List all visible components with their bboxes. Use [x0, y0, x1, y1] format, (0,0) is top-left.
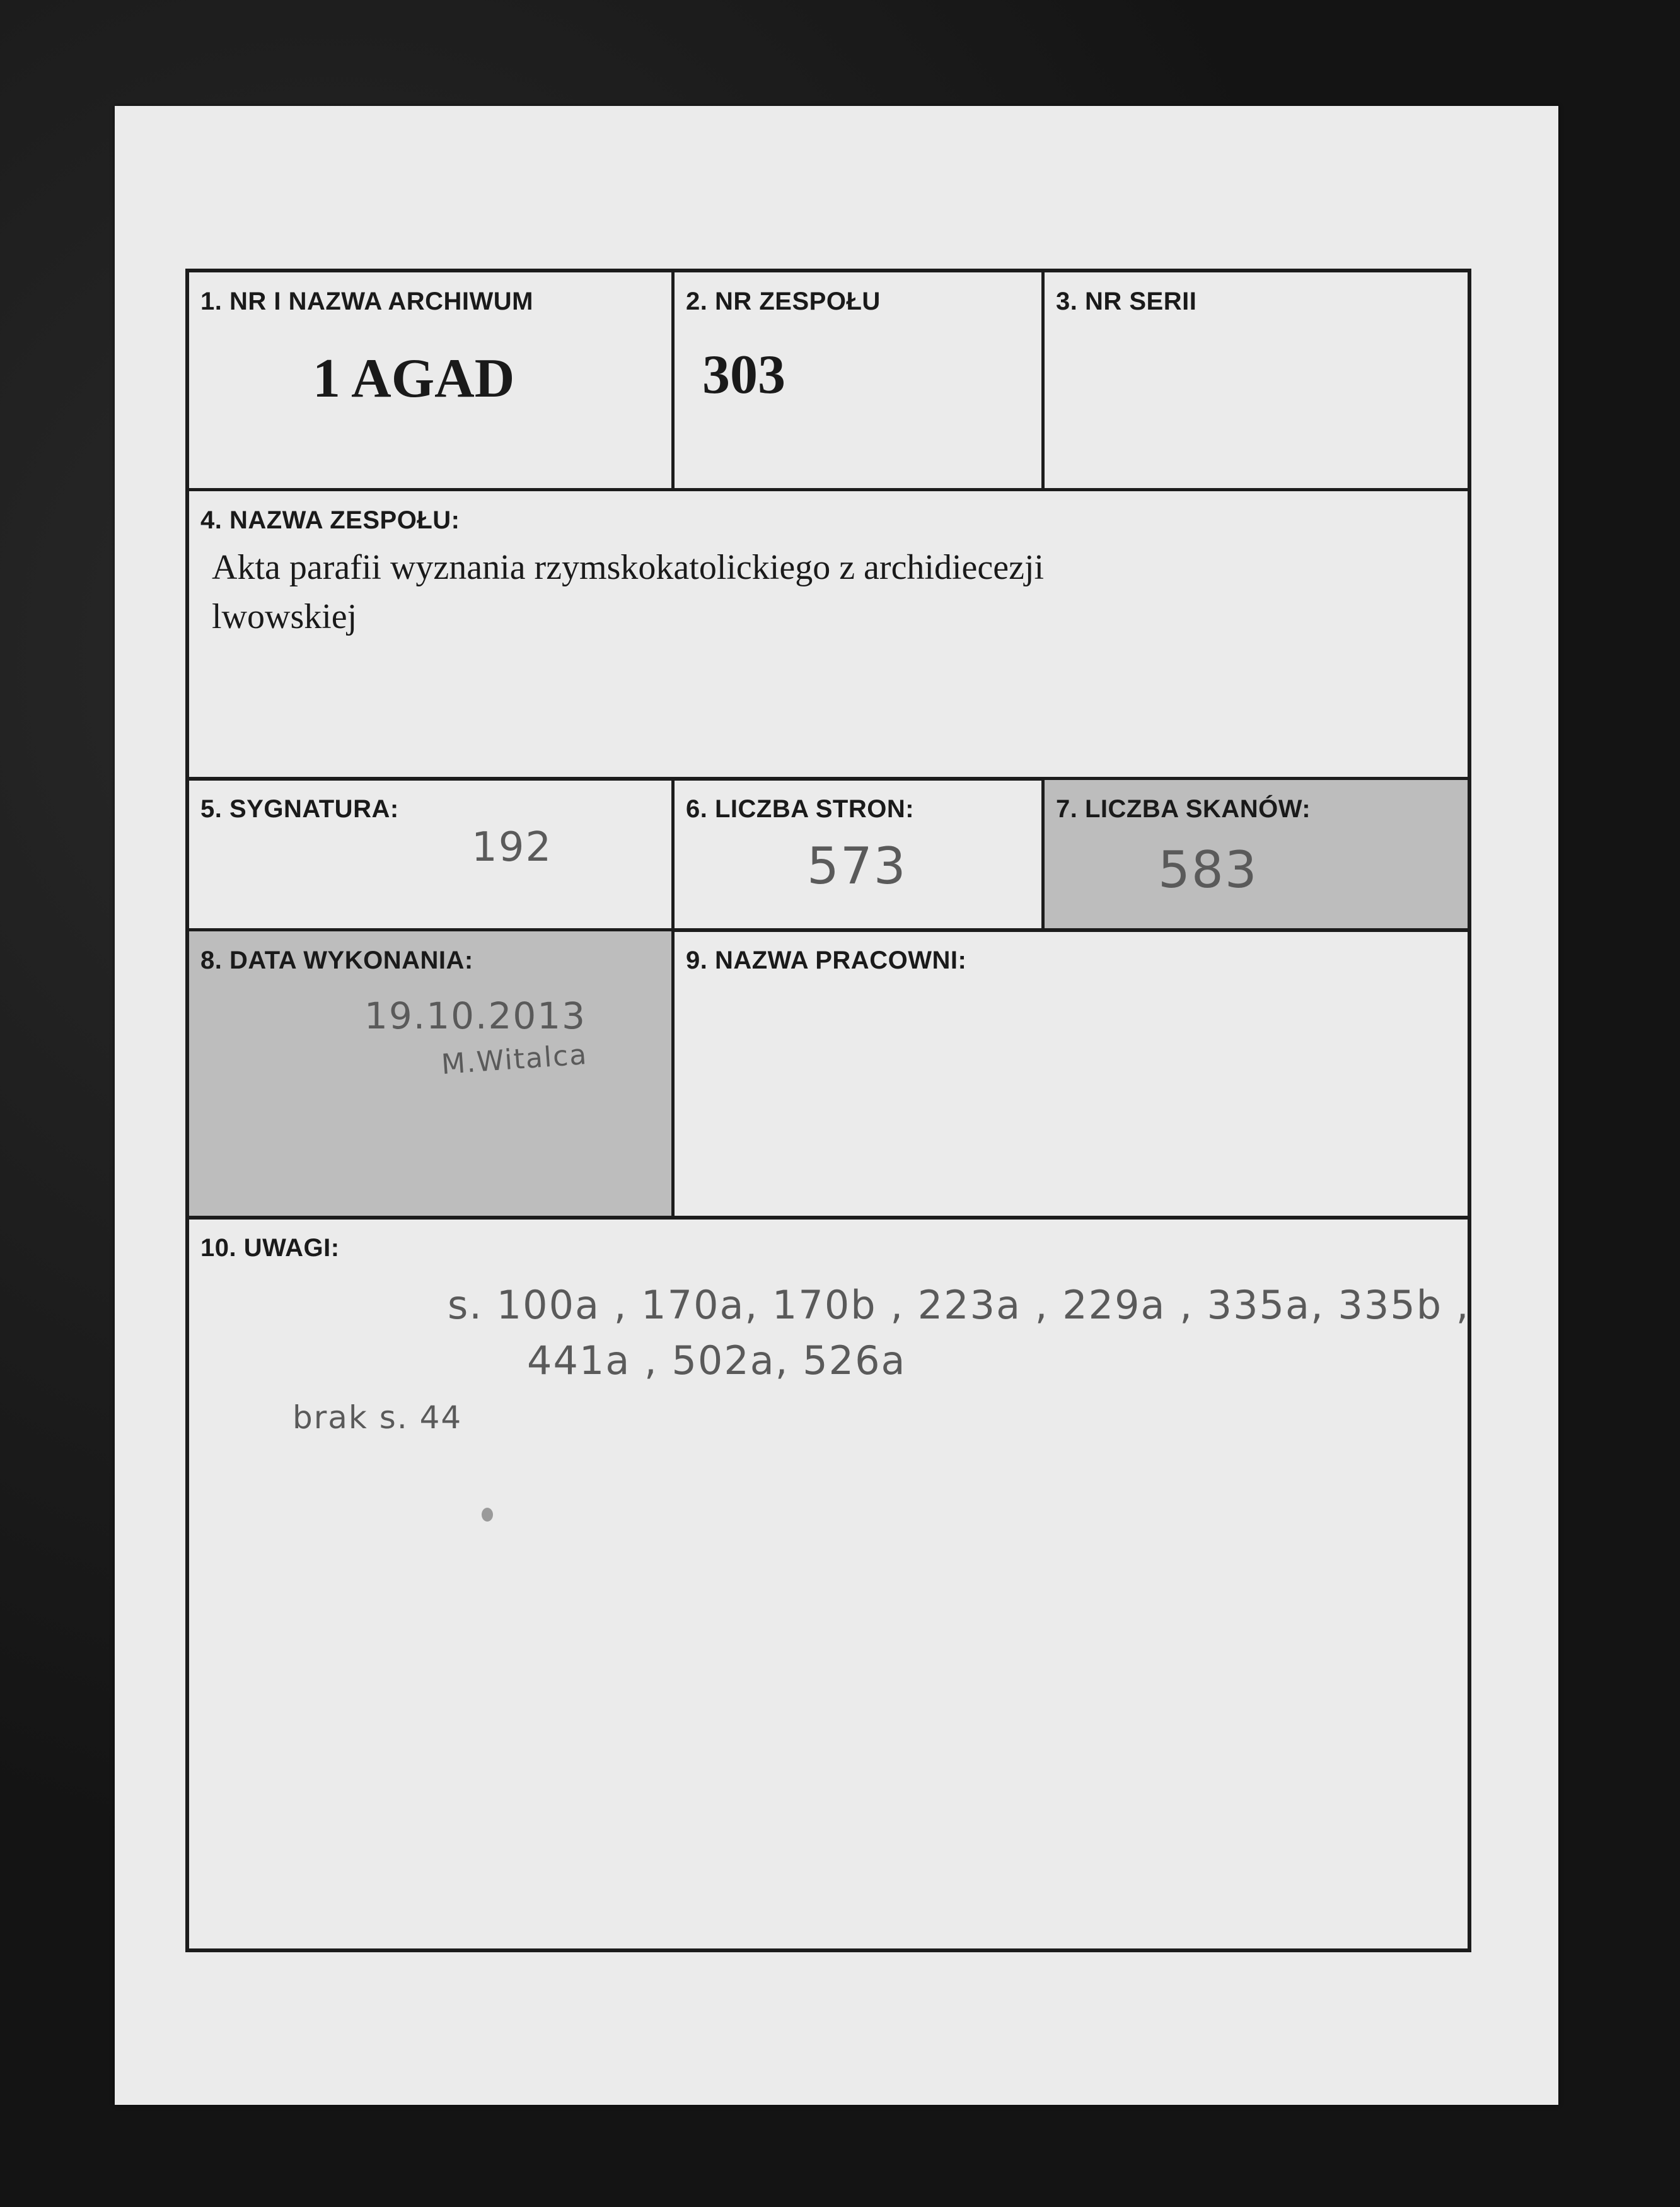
- page-count-cell: [671, 777, 1045, 932]
- execution-signature: M.Witalca: [440, 1038, 589, 1081]
- execution-date-value: 19.10.2013: [364, 994, 587, 1037]
- signature-value: 192: [472, 824, 553, 871]
- execution-date-cell: [189, 928, 675, 1220]
- fonds-number-value: 303: [702, 344, 785, 405]
- fonds-name-value: Akta parafii wyznania rzymskokatolickiego z archidiecezji lwowskiej: [212, 548, 1045, 636]
- fonds-number-cell: [671, 272, 1045, 491]
- archive-value: 1 AGAD: [313, 348, 515, 409]
- archive-form: [185, 269, 1471, 1952]
- signature-cell: [189, 777, 675, 932]
- archive-label: 1. NR I NAZWA ARCHIWUM: [200, 288, 533, 315]
- workshop-label: 9. NAZWA PRACOWNI:: [686, 946, 967, 974]
- workshop-cell: [671, 928, 1468, 1220]
- signature-label: 5. SYGNATURA:: [200, 795, 399, 823]
- notes-label: 10. UWAGI:: [200, 1234, 340, 1262]
- notes-cell: [189, 1216, 1468, 1948]
- fonds-name-label: 4. NAZWA ZESPOŁU:: [200, 506, 460, 534]
- notes-pages-line-1: s. 100a , 170a, 170b , 223a , 229a , 335a, 335b ,: [448, 1282, 1470, 1328]
- execution-date-label: 8. DATA WYKONANIA:: [200, 946, 473, 974]
- document-sheet: [115, 106, 1558, 2105]
- page-count-label: 6. LICZBA STRON:: [686, 795, 915, 823]
- series-number-cell: [1041, 272, 1468, 491]
- fonds-name-cell: [189, 488, 1468, 781]
- scan-count-value: 583: [1158, 841, 1258, 899]
- page-count-value: 573: [807, 837, 907, 895]
- archive-cell: [189, 272, 675, 491]
- scan-count-label: 7. LICZBA SKANÓW:: [1056, 795, 1311, 823]
- series-number-label: 3. NR SERII: [1056, 288, 1197, 315]
- notes-pages-line-2: 441a , 502a, 526a: [527, 1337, 907, 1383]
- notes-missing-page: brak s. 44: [293, 1399, 463, 1436]
- fonds-number-label: 2. NR ZESPOŁU: [686, 288, 881, 315]
- ink-spot: [482, 1508, 493, 1522]
- scan-count-cell: [1041, 777, 1468, 932]
